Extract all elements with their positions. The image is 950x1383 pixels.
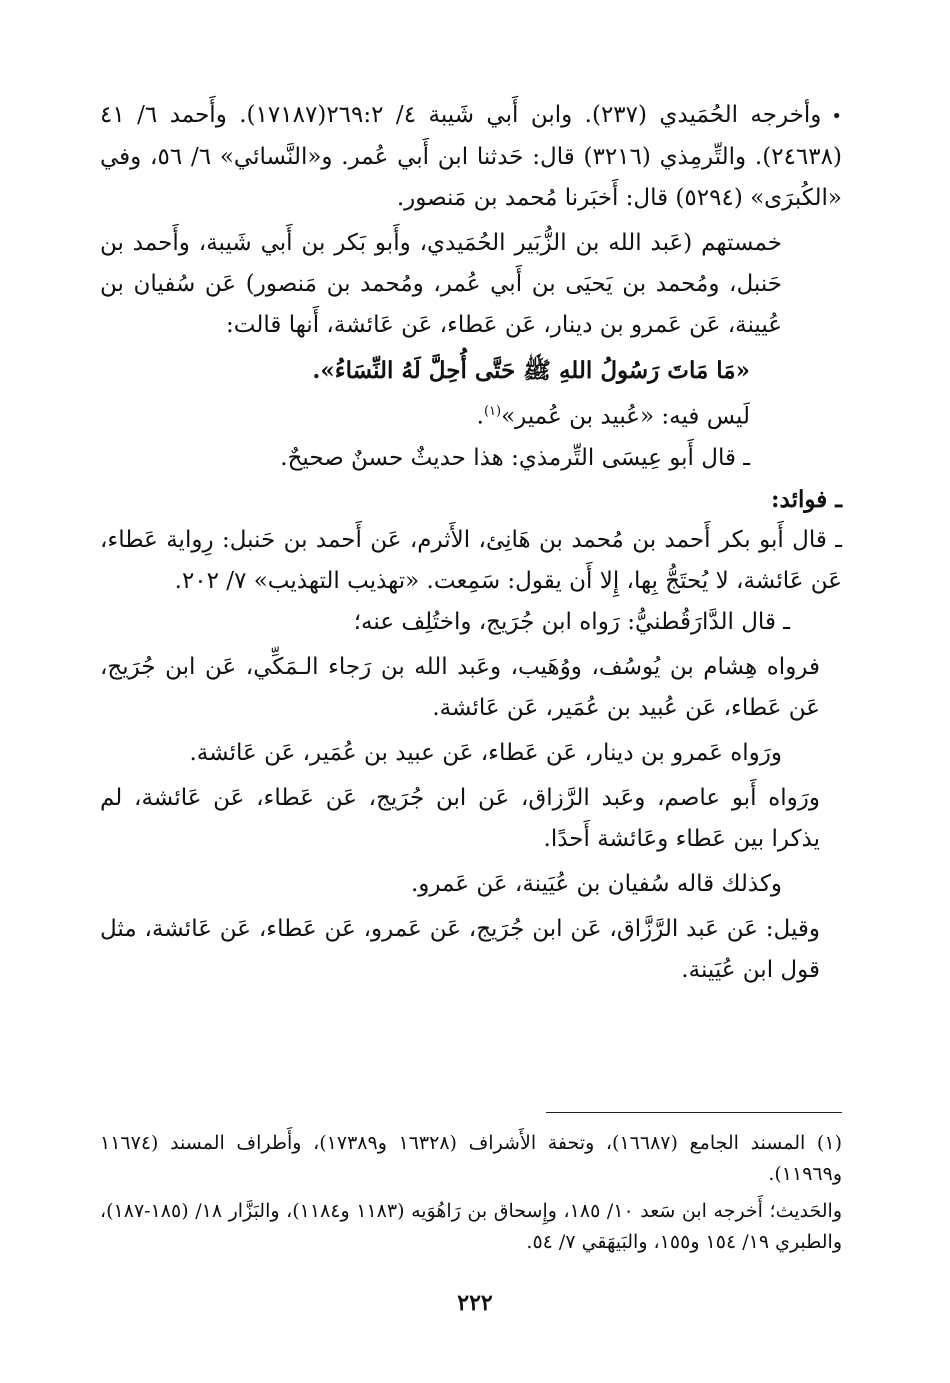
note-end: . (476, 403, 484, 430)
paragraph-athram: ـ قال أَبو بكر أَحمد بن مُحمد بن هَانِئ، الأَثرم، عَن أَحمد بن حَنبل: رِواية عَطاء، عَن عَائشة، لا يُحتَجُّ بِها، إِلا أَن يقول: سَمِعت. «تهذيب التهذيب» ٧/ ٢٠٢. (100, 526, 842, 594)
section-heading: ـ فوائد: (771, 485, 842, 513)
bullet-icon: • (831, 106, 843, 127)
paragraph-sufyan: وكذلك قاله سُفيان بن عُيَينة، عَن عَمرو. (410, 870, 782, 897)
paragraph-text: وأخرجه الحُمَيدي (٢٣٧). وابن أَبي شَيبة ٤/ ٢٦٩:٢(١٧١٨٧). وأَحمد ٦/ ٤١ (٢٤٦٣٨). والتِّرمِذي (٣٢١٦) قال: حَدثنا ابن أَبي عُمر. و«النَّسائي» ٦/ ٥٦، وفي «الكُبرَى» (٥٢٩٤) قال: أَخبَرنا مُحمد بن مَنصور. (100, 102, 842, 211)
paragraph-abu-asim: ورَواه أَبو عاصم، وعَبد الرَّزاق، عَن ابن جُرَيج، عَن عَطاء، عَن عَائشة، لم يذكرا بين عَطاء وعَائشة أَحدًا. (100, 784, 820, 852)
paragraph-abd-al-razzaq: وقيل: عَن عَبد الرَّزَّاق، عَن ابن جُرَيج، عَن عَمرو، عَن عَطاء، عَن عَائشة، مثل قول ابن عُيَينة. (100, 915, 820, 983)
paragraph-daraqutni: ـ قال الدَّارَقُطنيُّ: رَواه ابن جُرَيج، واختُلِف عنه؛ (353, 608, 790, 635)
footnote-marker: (١) (483, 404, 502, 419)
footnotes (100, 1128, 842, 1264)
paragraph-amr: ورَواه عَمرو بن دينار، عَن عَطاء، عَن عبيد بن عُمَير، عَن عَائشة. (189, 739, 782, 766)
paragraph-tirmidhi: ـ قال أَبو عِيسَى التِّرمذي: هذا حديثٌ حسنٌ صحيحٌ. (280, 444, 750, 471)
note-text: لَيس فيه: «عُبيد بن عُمير» (501, 403, 750, 430)
paragraph-chain: خمستهم (عَبد الله بن الزُّبَير الحُمَيدي، وأَبو بَكر بن أَبي شَيبة، وأَحمد بن حَنبل، ومُحمد بن يَحيَى بن أَبي عُمر، ومُحمد بن مَنصور) عَن سُفيان بن عُيينة، عَن عَمرو بن دينار، عَن عَطاء، عَن عَائشة، أَنها قالت: (100, 230, 782, 338)
hadith-text: «مَا مَاتَ رَسُولُ اللهِ ﷺ حَتَّى أُحِلَّ لَهُ النِّسَاءُ». (312, 357, 750, 384)
paragraph-note (100, 391, 842, 438)
main-text (100, 95, 842, 991)
paragraph-hisham: فرواه هِشام بن يُوسُف، ووُهَيب، وعَبد الله بن رَجاء الـمَكِّي، عَن ابن جُرَيج، عَن عَطاء، عَن عُبيد بن عُمَير، عَن عَائشة. (100, 653, 820, 721)
footnote-divider (546, 1112, 842, 1113)
paragraph-takhrij (100, 95, 842, 219)
footnote-1: (١) المسند الجامع (١٦٦٨٧)، وتحفة الأَشراف (١٦٣٢٨ و١٧٣٨٩)، وأَطراف المسند (١١٦٧٤ و١١٩٦٩). (100, 1132, 842, 1185)
page-number: ٢٢٢ (457, 1290, 493, 1316)
footnote-continuation: والحَديث؛ أَخرجه ابن سَعد ١٠/ ١٨٥، وإِسحاق بن رَاهُوَيه (١١٨٣ و١١٨٤)، والبَزَّار ١٨/ (١٨٥-١٨٧)، والطبري ١٩/ ١٥٤ و١٥٥، والبَيهَقي ٧/ ٥٤. (100, 1200, 843, 1253)
